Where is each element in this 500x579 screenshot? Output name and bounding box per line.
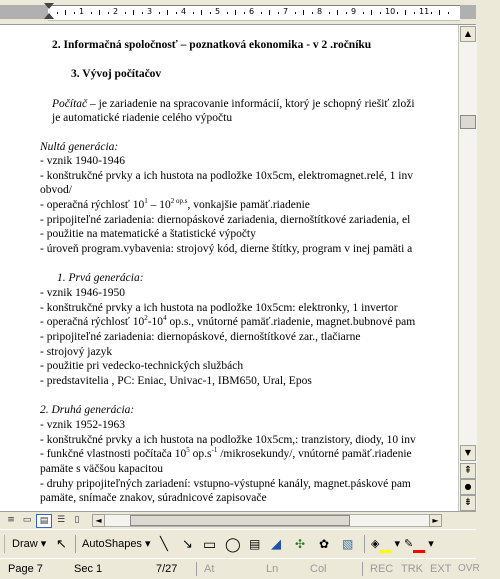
line-color-swatch — [413, 550, 425, 553]
ruler-tick — [159, 12, 160, 14]
ruler-number: 8 — [317, 7, 323, 16]
ruler-tick — [278, 12, 279, 14]
hanging-indent-marker[interactable] — [44, 13, 54, 19]
ruler-tick — [91, 12, 92, 14]
scroll-down-button[interactable]: ▼ — [460, 445, 476, 461]
ruler-tick — [99, 10, 100, 15]
ruler-tick — [346, 12, 347, 14]
ruler-number: 1 — [79, 7, 85, 16]
ruler-tick — [235, 10, 236, 15]
horizontal-scroll-thumb[interactable] — [130, 515, 350, 526]
ruler-tick — [439, 10, 440, 15]
fill-color-swatch — [379, 550, 391, 553]
druha-generacia-title: 2. Druhá generácia: — [40, 404, 135, 416]
ruler-tick — [108, 12, 109, 14]
ruler-tick — [65, 10, 66, 15]
line-tool-icon[interactable]: ╲ — [160, 536, 168, 551]
status-section: Sec 1 — [74, 563, 103, 575]
ruler-tick — [295, 12, 296, 14]
druha-line: pamäte s väčšou kapacitou — [40, 463, 163, 475]
ruler-track[interactable] — [48, 5, 460, 21]
status-ln: Ln — [266, 563, 279, 575]
ruler-number: 5 — [215, 7, 221, 16]
oval-tool-icon[interactable]: ◯ — [225, 536, 241, 552]
normal-view-icon[interactable]: ≡ — [7, 515, 15, 525]
print-layout-view-icon[interactable]: ▤ — [36, 514, 52, 528]
ruler-tick — [210, 12, 211, 14]
status-trk[interactable]: TRK — [401, 563, 423, 575]
vertical-scrollbar[interactable] — [458, 25, 477, 511]
ruler-tick — [167, 10, 168, 15]
ruler-tick — [303, 10, 304, 15]
ruler-tick — [261, 12, 262, 14]
ruler-tick — [397, 12, 398, 14]
clip-art-icon[interactable]: ✿ — [319, 537, 330, 551]
drawing-toolbar — [0, 529, 476, 559]
nulta-line: - pripojiteľné zariadenia: diernopáskové zariadenia, diernoštítkové zariadenia, el — [40, 214, 411, 226]
horizontal-ruler[interactable] — [0, 0, 476, 25]
draw-menu-button[interactable]: Draw ▾ — [12, 538, 47, 550]
next-page-icon[interactable]: ⇟ — [460, 495, 476, 511]
intro-term: Počítač — [52, 98, 88, 110]
status-page: Page 7 — [8, 563, 43, 575]
status-page-count: 7/27 — [156, 563, 178, 575]
ruler-right-margin — [460, 5, 476, 19]
druha-line: pamäte, snímače znakov, súradnicové zapisovače — [40, 492, 267, 504]
heading-vyvoj-pocitacov: 3. Vývoj počítačov — [71, 68, 162, 80]
ruler-number: 9 — [351, 7, 357, 16]
druha-line: - vznik 1952-1963 — [40, 419, 125, 431]
status-col: Col — [310, 563, 327, 575]
prva-line: - predstavitelia , PC: Eniac, Univac-1, IBM650, Ural, Epos — [40, 375, 312, 387]
ruler-tick — [125, 12, 126, 14]
intro-line-2: je automatické riadenie celého výpočtu — [52, 112, 233, 124]
ruler-tick — [74, 12, 75, 14]
nulta-line: obvod/ — [40, 184, 72, 196]
status-ext[interactable]: EXT — [430, 563, 452, 575]
prva-line: - použitie pri vedecko-technických službách — [40, 360, 244, 372]
nulta-line-speed: - operačná rýchlosť $10^1 - 10^{2 op.s}$, vonkajšie pamäť.riadenie — [40, 197, 310, 211]
toolbar-separator — [364, 535, 365, 553]
prva-generacia-title: 1. Prvá generácia: — [57, 272, 144, 284]
ruler-number: 11 — [419, 7, 430, 16]
insert-picture-icon[interactable]: ▧ — [342, 537, 354, 551]
status-rec[interactable]: REC — [370, 563, 394, 575]
druha-line-speed: - funkčné vlastnosti počítača $10^5$ $op.s^{-1}$ /mikrosekundy/, vnútorné pamäť.riadenie — [40, 446, 412, 460]
rectangle-tool-icon[interactable]: ▭ — [203, 536, 217, 552]
text-box-tool-icon[interactable]: ▤ — [249, 537, 261, 551]
status-ovr[interactable]: OVR — [458, 563, 480, 574]
fill-color-button[interactable]: ◈ ▾ — [371, 535, 400, 553]
select-browse-object-icon[interactable]: ● — [460, 479, 476, 495]
prva-line: - pripojiteľné zariadenia: diernopáskové, diernoštítkové zar., tlačiarne — [40, 331, 361, 343]
ruler-number: 10 — [385, 7, 396, 16]
ruler-number: 7 — [283, 7, 289, 16]
intro-text: – je zariadenie na spracovanie informácií, ktorý je schopný riešiť zloži — [87, 98, 415, 110]
ruler-tick — [176, 12, 177, 14]
ruler-tick — [193, 12, 194, 14]
toolbar-separator — [75, 535, 76, 553]
autoshapes-menu-button[interactable]: AutoShapes ▾ — [82, 538, 151, 550]
ruler-tick — [312, 12, 313, 14]
ruler-tick — [227, 12, 228, 14]
ruler-tick — [431, 12, 432, 14]
ruler-left-margin — [0, 5, 48, 19]
nulta-line: - úroveň program.vybavenia: strojový kód, dierne štítky, program v inej pamäti a — [40, 243, 413, 255]
heading-informacna-spolocnost: 2. Informačná spoločnosť – poznatková ekonomika - v 2 .ročníku — [52, 39, 372, 51]
ruler-tick — [414, 12, 415, 14]
first-line-indent-marker[interactable] — [44, 3, 54, 9]
ruler-tick — [133, 10, 134, 15]
line-color-button[interactable]: ✎ ▾ — [404, 535, 434, 553]
toolbar-grip — [4, 535, 5, 553]
ruler-tick — [337, 10, 338, 15]
nulta-line: - vznik 1940-1946 — [40, 155, 125, 167]
ruler-number: 6 — [249, 7, 255, 16]
status-at: At — [204, 563, 215, 575]
ruler-number: 4 — [181, 7, 187, 16]
prva-line: - vznik 1946-1950 — [40, 287, 125, 299]
nulta-line: - konštrukčné prvky a ich hustota na podložke 10x5cm, elektromagnet.relé, 1 inv — [40, 170, 414, 182]
ruler-tick — [329, 12, 330, 14]
prva-line: - strojový jazyk — [40, 346, 113, 358]
status-bar — [0, 558, 480, 579]
document-area[interactable] — [0, 25, 458, 511]
web-layout-view-icon[interactable]: ▭ — [22, 515, 32, 525]
horizontal-scroll-area — [0, 511, 476, 529]
vertical-scroll-thumb[interactable] — [460, 115, 476, 129]
wordart-tool-icon[interactable]: ◢ — [271, 536, 281, 551]
scroll-left-button[interactable]: ◄ — [92, 514, 105, 527]
intro-line-1 — [52, 97, 415, 112]
druha-line: - konštrukčné prvky a ich hustota na podložke 10x5cm,: tranzistory, diody, 10 inv — [40, 434, 416, 446]
prva-line-speed: - operačná rýchlosť $10^2-10^4$ op.s., vnútorné pamäť.riadenie, magnet.bubnové pam — [40, 314, 416, 328]
ruler-tick — [201, 10, 202, 15]
scroll-up-button[interactable]: ▲ — [460, 26, 476, 42]
ruler-tick — [448, 12, 449, 14]
reading-layout-view-icon[interactable]: ▯ — [74, 515, 80, 525]
ruler-number: 2 — [113, 7, 119, 16]
ruler-tick — [380, 12, 381, 14]
scroll-right-button[interactable]: ► — [429, 514, 442, 527]
ruler-tick — [244, 12, 245, 14]
ruler-tick — [371, 10, 372, 15]
ruler-tick — [363, 12, 364, 14]
previous-page-icon[interactable]: ⇞ — [460, 463, 476, 479]
nulta-line: - použitie na matematické a štatistické výpočty — [40, 228, 256, 240]
ruler-tick — [405, 10, 406, 15]
prva-line: - konštrukčné prvky a ich hustota na podložke 10x5cm: elektronky, 1 invertor — [40, 302, 398, 314]
ruler-tick — [142, 12, 143, 14]
outline-view-icon[interactable]: ☰ — [56, 515, 66, 525]
druha-line: - druhy pripojiteľných zariadení: vstupno-výstupné kanály, magnet.páskové pam — [40, 478, 411, 490]
ruler-tick — [57, 12, 58, 14]
ruler-number: 3 — [147, 7, 153, 16]
nulta-generacia-title: Nultá generácia: — [40, 141, 119, 153]
diagram-tool-icon[interactable]: ✣ — [295, 537, 306, 551]
ruler-tick — [269, 10, 270, 15]
select-objects-icon[interactable]: ↖ — [56, 536, 67, 551]
arrow-tool-icon[interactable]: ↘ — [182, 536, 193, 551]
